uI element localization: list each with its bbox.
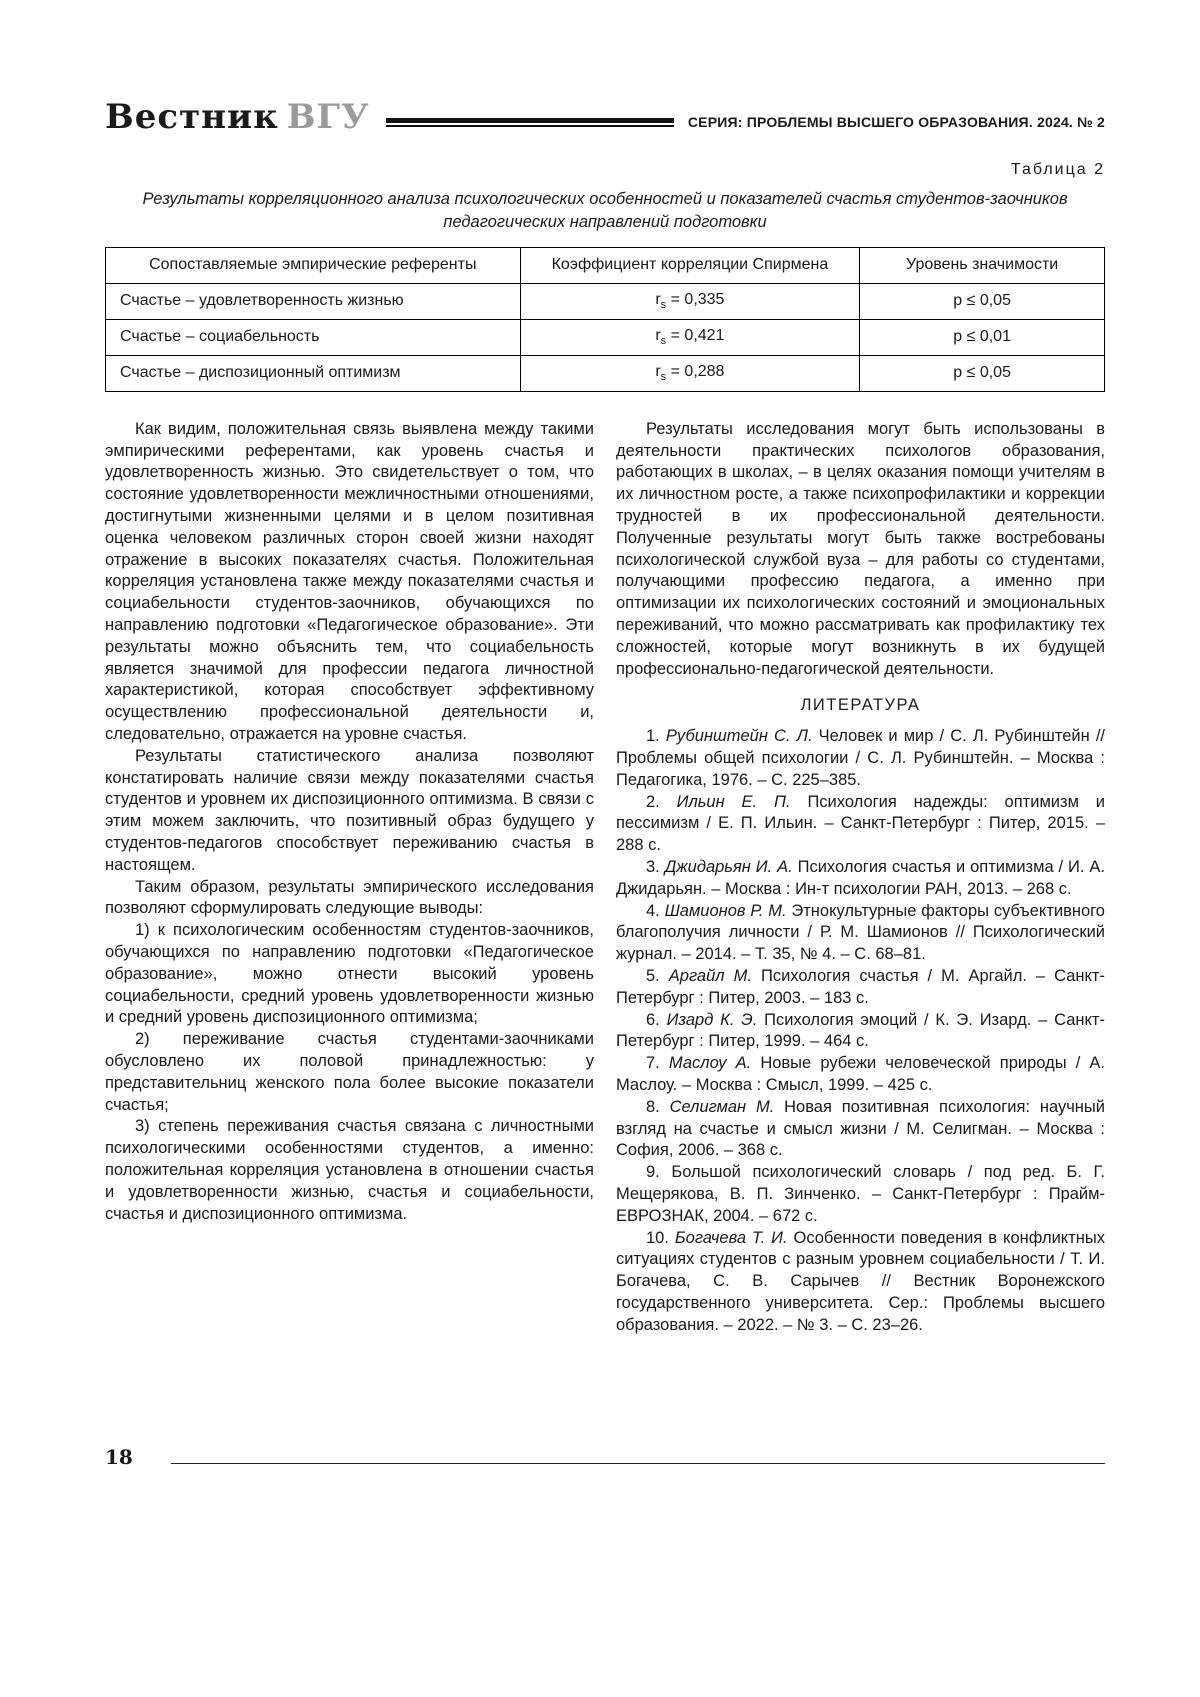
significance-cell: p ≤ 0,01	[860, 319, 1105, 355]
body-paragraph: 1) к психологическим особенностям студентов-заочников, обучающихся по направлению подготовки «Педагогическое образование», можно отнести высокий уровень социабельности, средний уровень удовлетворенности жизнью и средний уровень диспозиционного оптимизма;	[105, 921, 594, 1027]
referent-cell: Счастье – диспозиционный оптимизм	[106, 355, 521, 391]
reference-item	[616, 1010, 1105, 1054]
referent-cell: Счастье – социабельность	[106, 319, 521, 355]
reference-author: Джидарьян И. А.	[664, 857, 793, 876]
reference-number: 7.	[646, 1054, 660, 1073]
reference-number: 10.	[646, 1228, 669, 1247]
r-subscript: s	[660, 299, 667, 312]
r-symbol: r	[655, 327, 661, 345]
reference-item	[616, 1097, 1105, 1162]
table-header-row	[106, 247, 1105, 283]
reference-number: 5.	[646, 966, 660, 985]
col-header-significance: Уровень значимости	[860, 247, 1105, 283]
reference-author: Рубинштейн С. Л.	[665, 727, 813, 746]
reference-author: Шамионов Р. М.	[664, 901, 787, 920]
significance-cell: p ≤ 0,05	[860, 355, 1105, 391]
coefficient-cell	[520, 283, 860, 319]
article-body	[105, 419, 1105, 1337]
header-double-rule	[386, 118, 674, 127]
journal-logo-abbr: ВГУ	[286, 97, 370, 137]
literature-heading: ЛИТЕРАТУРА	[800, 696, 921, 715]
reference-item	[616, 726, 1105, 791]
reference-item	[616, 1053, 1105, 1097]
reference-item	[616, 966, 1105, 1010]
body-paragraph: 2) переживание счастья студентами-заочниками обусловлено их половой принадлежностью: у представительниц женского пола более высокие показатели счастья;	[105, 1030, 594, 1114]
reference-text: Человек и мир / С. Л. Рубинштейн // Проблемы общей психологии / С. Л. Рубинштейн. – Москва : Педагогика, 1976. – С. 225–385.	[616, 727, 1106, 789]
r-value: = 0,335	[670, 291, 725, 309]
reference-text: Психология надежды: оптимизм и пессимизм / Е. П. Ильин. – Санкт-Петербург : Питер, 2015. – 288 с.	[616, 792, 1105, 855]
reference-item	[616, 1162, 1105, 1227]
reference-item	[616, 857, 1105, 901]
reference-text: Этнокультурные факторы субъективного благополучия личности / Р. М. Шамионов // Психологический журнал. – 2014. – Т. 35, № 4. – С. 68–81.	[616, 901, 1105, 964]
journal-logo-name: Вестник	[105, 97, 279, 137]
page-header	[105, 97, 1105, 137]
left-column	[105, 419, 594, 1337]
reference-number: 9.	[646, 1163, 660, 1182]
col-header-coefficient: Коэффициент корреляции Спирмена	[520, 247, 860, 283]
significance-cell: p ≤ 0,05	[860, 283, 1105, 319]
reference-author: Богачева Т. И.	[674, 1228, 788, 1247]
reference-number: 8.	[646, 1097, 660, 1116]
reference-author: Селигман М.	[669, 1097, 775, 1116]
reference-author: Аргайл М.	[668, 966, 752, 985]
journal-logo	[105, 97, 370, 137]
page-number: 18	[105, 1445, 133, 1469]
reference-number: 4.	[646, 901, 660, 920]
table-row	[106, 355, 1105, 391]
r-value: = 0,421	[670, 327, 725, 345]
right-column	[616, 419, 1105, 1337]
series-title: СЕРИЯ: ПРОБЛЕМЫ ВЫСШЕГО ОБРАЗОВАНИЯ. 2024. № 2	[687, 114, 1105, 130]
reference-item	[616, 1228, 1105, 1337]
results-table	[105, 247, 1105, 392]
reference-number: 3.	[646, 857, 660, 876]
reference-text: Психология счастья и оптимизма / И. А. Джидарьян. – Москва : Ин-т психологии РАН, 2013. – 268 с.	[616, 857, 1105, 898]
referent-cell: Счастье – удовлетворенность жизнью	[106, 283, 521, 319]
reference-author: Изард К. Э.	[666, 1010, 758, 1029]
reference-text: Психология эмоций / К. Э. Изард. – Санкт-Петербург : Питер, 1999. – 464 с.	[616, 1010, 1105, 1051]
coefficient-cell	[520, 319, 860, 355]
reference-text: Новые рубежи человеческой природы / А. Маслоу. – Москва : Смысл, 1999. – 425 с.	[616, 1054, 1106, 1094]
reference-text: Особенности поведения в конфликтных ситуациях студентов с разным уровнем социабельности / Т. И. Богачева, С. В. Сарычев // Вестник Воронежского государственного университета. Сер.: Проблемы высшего образования. – 2022. – № 3. – С. 23–26.	[616, 1228, 1105, 1334]
body-paragraph: Как видим, положительная связь выявлена между такими эмпирическими референтами, как уровень счастья и удовлетворенность жизнью. Это свидетельствует о том, что состояние удовлетворенности межличностными отношениями, достигнутыми жизненными целями и в целом позитивная оценка человеком различных сторон своей жизни находят отражение в высоких показателях счастья. Положительная корреляция установлена также между показателями счастья и социабельности студентов-заочников, обучающихся по направлению подготовки «Педагогическое образование». Эти результаты можно объяснить тем, что социабельность является значимой для профессии педагога личностной характеристикой, которая способствует эффективному осуществлению профессиональной деятельности и, следовательно, отражается на уровне счастья.	[105, 419, 594, 743]
table-row	[106, 283, 1105, 319]
footer-rule	[171, 1463, 1105, 1464]
reference-item	[616, 792, 1105, 857]
r-subscript: s	[660, 335, 667, 348]
col-header-referents: Сопоставляемые эмпирические референты	[106, 247, 521, 283]
coefficient-cell	[520, 355, 860, 391]
reference-author: Ильин Е. П.	[676, 792, 791, 811]
r-value: = 0,288	[670, 363, 725, 381]
reference-text: Новая позитивная психология: научный взгляд на счастье и смысл жизни / М. Селигман. – Москва : София, 2006. – 368 с.	[616, 1097, 1105, 1160]
body-paragraph: Результаты статистического анализа позволяют констатировать наличие связи между показателями счастья студентов и уровнем их диспозиционного оптимизма. В связи с этим можем заключить, что позитивный образ будущего у студентов-педагогов способствует переживанию счастья в настоящем.	[105, 746, 594, 874]
reference-number: 1.	[646, 727, 660, 746]
reference-text: Большой психологический словарь / под ред. Б. Г. Мещерякова, В. П. Зинченко. – Санкт-Петербург : Прайм-ЕВРОЗНАК, 2004. – 672 с.	[616, 1163, 1105, 1225]
reference-number: 2.	[646, 792, 660, 811]
table-row	[106, 319, 1105, 355]
reference-text: Психология счастья / М. Аргайл. – Санкт-Петербург : Питер, 2003. – 183 с.	[616, 966, 1105, 1007]
reference-author: Маслоу А.	[668, 1054, 752, 1073]
r-symbol: r	[655, 291, 661, 309]
table-caption: Результаты корреляционного анализа психологических особенностей и показателей счастья студентов-заочников педагогических направлений подготовки	[142, 190, 1068, 232]
r-symbol: r	[655, 363, 661, 381]
reference-number: 6.	[646, 1010, 660, 1029]
body-paragraph: 3) степень переживания счастья связана с личностными психологическими особенностями студентов, а именно: положительная корреляция установлена в отношении счастья и удовлетворенности жизнью, счастья и социабельности, счастья и диспозиционного оптимизма.	[105, 1117, 594, 1223]
page-footer	[105, 1447, 1105, 1467]
table-label: Таблица 2	[1010, 161, 1105, 178]
r-subscript: s	[660, 371, 667, 384]
body-paragraph: Таким образом, результаты эмпирического исследования позволяют сформулировать следующие выводы:	[105, 877, 594, 918]
reference-item	[616, 901, 1105, 966]
body-paragraph: Результаты исследования могут быть использованы в деятельности практических психологов образования, работающих в школах, – в целях оказания помощи учителям в их личностном росте, а также психопрофилактики и коррекции трудностей в их профессиональной деятельности. Полученные результаты могут быть также востребованы психологической службой вуза – для работы со студентами, получающими профессию педагога, а именно при оптимизации их психологических состояний и эмоциональных переживаний, что можно рассматривать как профилактику тех сложностей, которые могут возникнуть в их будущей профессионально-педагогической деятельности.	[616, 419, 1105, 678]
